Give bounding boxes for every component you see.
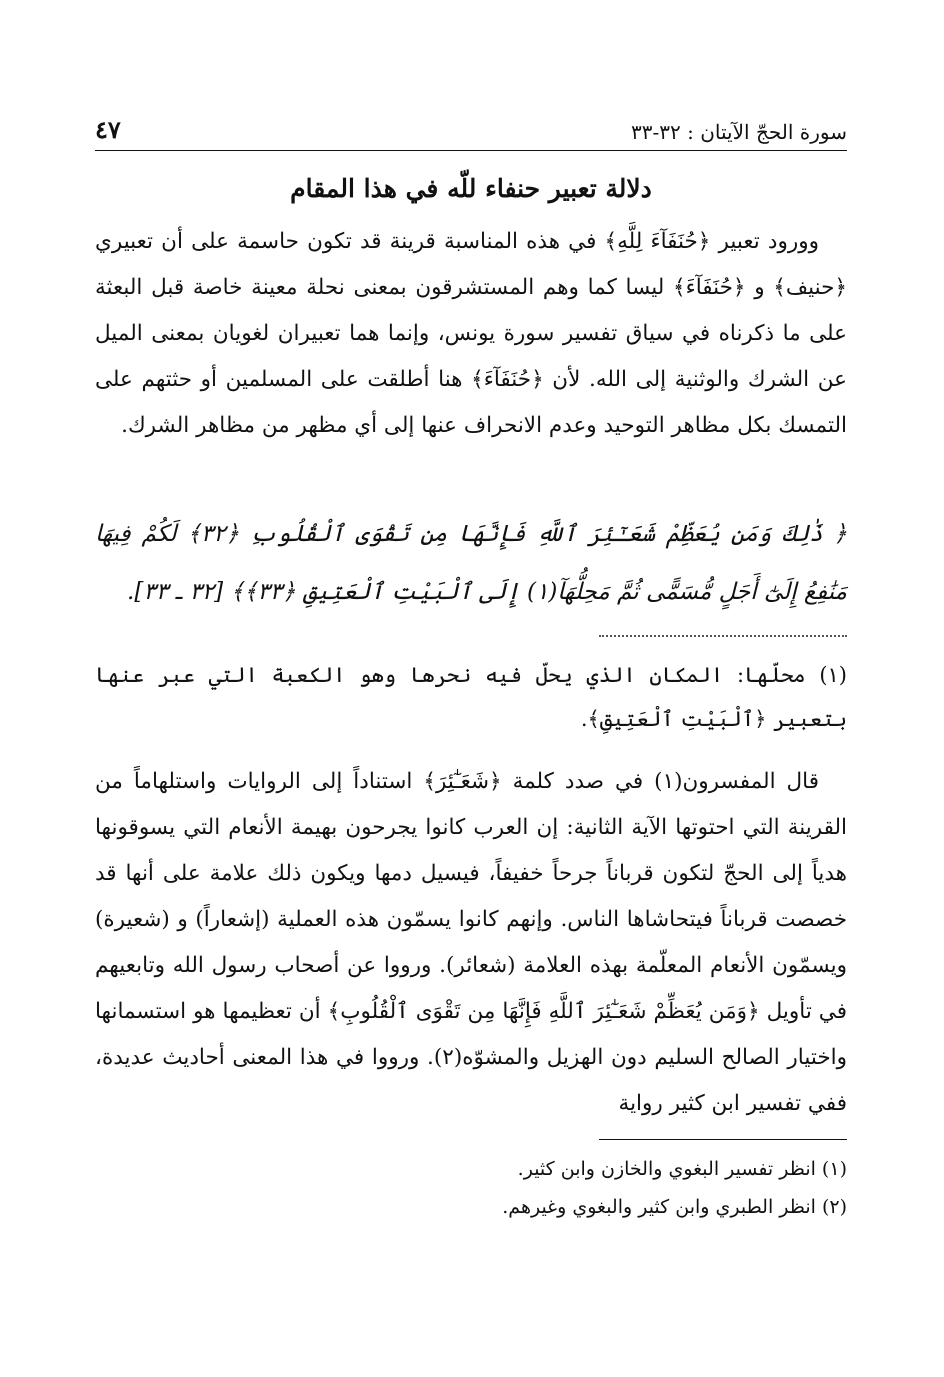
page-number: ٤٧ xyxy=(95,115,121,144)
footnote-rule xyxy=(599,1139,847,1140)
paragraph-1: وورود تعبير ﴿حُنَفَآءَ لِلَّهِ﴾ في هذه المناسبة قرينة قد تكون حاسمة على أن تعبيري ﴿حنيف﴾ و ﴿حُنَفَآءَ﴾ ليسا كما وهم المستشرقون بمعنى نحلة معينة خاصة قبل البعثة على ما ذكرناه في سياق تفسير سورة يونس، وإنما هما تعبيران لغويان بمعنى الميل عن الشرك والوثنية إلى الله. لأن ﴿حُنَفَآءَ﴾ هنا أطلقت على المسلمين أو حثتهم على التمسك بكل مظاهر التوحيد وعدم الانحراف عنها إلى أي مظهر من مظاهر الشرك. xyxy=(95,229,847,438)
dotted-separator xyxy=(599,635,847,637)
running-header xyxy=(95,108,847,151)
book-page xyxy=(95,108,847,1226)
footnotes xyxy=(95,1150,847,1226)
header-title: سورة الحجّ الآيتان : ٣٢-٣٣ xyxy=(631,120,847,144)
paragraph-2: قال المفسرون(١) في صدد كلمة ﴿شَعَـٰٓئِرَ﴾ استناداً إلى الروايات واستلهاماً من القرينة التي احتوتها الآية الثانية: إن العرب كانوا يجرحون بهيمة الأنعام التي يسوقونها هدياً إلى الحجّ لتكون قرباناً جرحاً خفيفاً، فيسيل دمها ويكون ذلك علامة على أنها قد خصصت قرباناً فيتحاشاها الناس. وإنهم كانوا يسمّون هذه العملية (إشعاراً) و (شعيرة) ويسمّون الأنعام المعلّمة بهذه العلامة (شعائر). ورووا عن أصحاب رسول الله وتابعيهم في تأويل ﴿وَمَن يُعَظِّمْ شَعَـٰٓئِرَ ٱللَّهِ فَإِنَّهَا مِن تَقْوَى ٱلْقُلُوبِ﴾ أن تعظيمها هو استسمانها واختيار الصالح السليم دون الهزيل والمشوّه(٢). ورووا في هذا المعنى أحاديث عديدة، ففي تفسير ابن كثير رواية xyxy=(95,769,847,1116)
footnote-1: (١) انظر تفسير البغوي والخازن وابن كثير. xyxy=(517,1158,847,1180)
verse-footnote: (١) محلّها: المكان الذي يحلّ فيه نحرها وهو الكعبة التي عبر عنها بتعبير ﴿ٱلْبَيْتِ ٱلْعَتِيقِ﴾. xyxy=(95,663,847,731)
section-title: دلالة تعبير حنفاء للّه في هذا المقام xyxy=(290,174,652,203)
quran-verse: ﴿ ذَٰلِكَ وَمَن يُعَظِّمْ شَعَـٰٓئِرَ ٱللَّهِ فَإِنَّهَا مِن تَقْوَى ٱلْقُلُوبِ ﴿٣٢﴾ لَكُمْ فِيهَا مَنَٰفِعُ إِلَىٰٓ أَجَلٍ مُّسَمًّى ثُمَّ مَحِلُّهَآ(١) إِلَى ٱلْبَيْتِ ٱلْعَتِيقِ ﴿٣٣﴾﴾ [٣٢ ـ ٣٣]. xyxy=(95,521,847,605)
footnote-2: (٢) انظر الطبري وابن كثير والبغوي وغيرهم. xyxy=(502,1196,847,1218)
